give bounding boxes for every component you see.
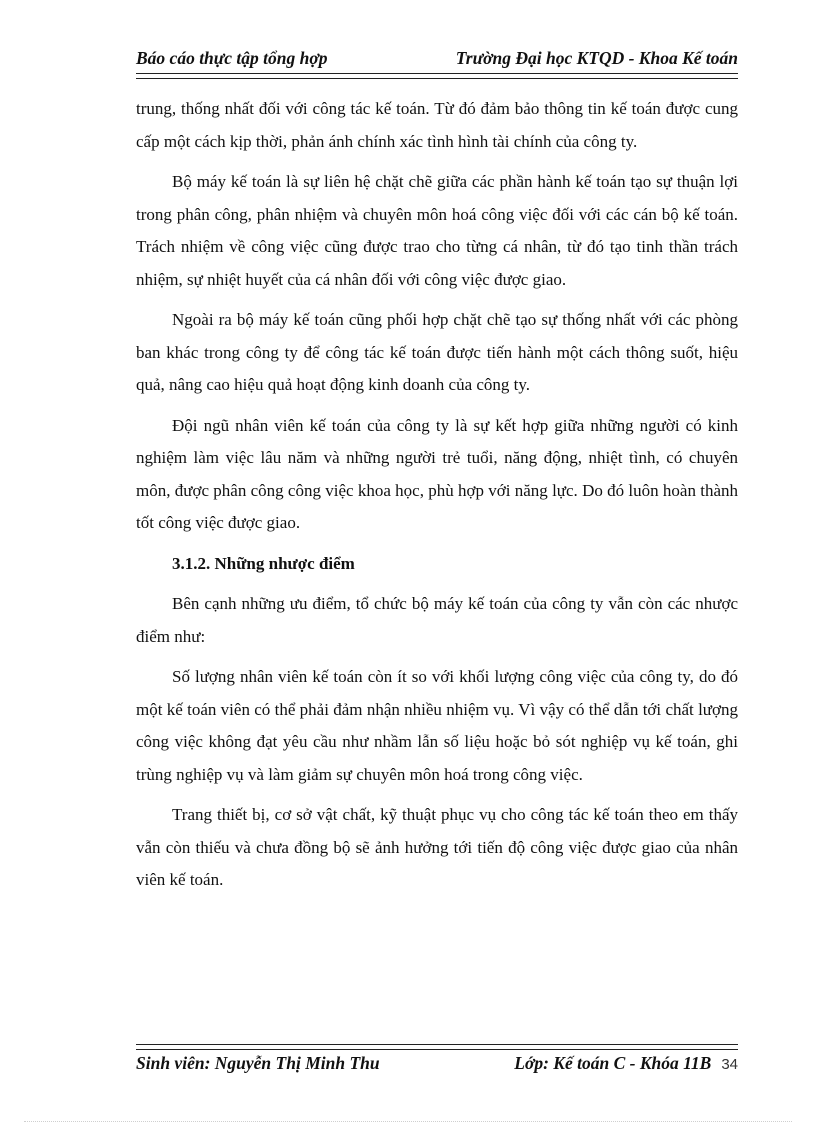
footer-student: Sinh viên: Nguyễn Thị Minh Thu [136, 1053, 380, 1073]
paragraph-staff-shortage: Số lượng nhân viên kế toán còn ít so với khối lượng công việc của công ty, do đó một kế toán viên có thể phải đảm nhận nhiều nhiệm vụ. Vì vậy có thể dẫn tới chất lượng công việc không đạt yêu cầu như nhầm lẫn số liệu hoặc bỏ sót nghiệp vụ kế toán, ghi trùng nghiệp vụ và làm giảm sự chuyên môn hoá trong công việc. [136, 667, 738, 784]
page-bottom-edge [24, 1121, 792, 1122]
paragraph-continuation: trung, thống nhất đối với công tác kế toán. Từ đó đảm bảo thông tin kế toán được cung cấp một cách kịp thời, phản ánh chính xác tình hình tài chính của công ty. [136, 99, 738, 151]
paragraph-coordination: Ngoài ra bộ máy kế toán cũng phối hợp chặt chẽ tạo sự thống nhất với các phòng ban khác trong công ty để công tác kế toán được tiến hành một cách thông suốt, hiệu quả, nâng cao hiệu quả hoạt động kinh doanh của công ty. [136, 310, 738, 394]
page-header [136, 48, 738, 72]
paragraph-staff: Đội ngũ nhân viên kế toán của công ty là sự kết hợp giữa những người có kinh nghiệm làm việc lâu năm và những người trẻ tuổi, năng động, nhiệt tình, có chuyên môn, được phân công công việc khoa học, phù hợp với năng lực. Do đó luôn hoàn thành tốt công việc được giao. [136, 415, 738, 532]
paragraph-weakness-intro: Bên cạnh những ưu điểm, tổ chức bộ máy kế toán của công ty vẫn còn các nhược điểm như: [136, 594, 738, 646]
header-report-title: Báo cáo thực tập tổng hợp [136, 48, 328, 68]
paragraph-equipment: Trang thiết bị, cơ sở vật chất, kỹ thuật phục vụ cho công tác kế toán theo em thấy vẫn còn thiếu và chưa đồng bộ sẽ ảnh hưởng tới tiến độ công việc được giao của nhân viên kế toán. [136, 805, 738, 889]
footer-divider [136, 1044, 738, 1050]
header-divider [136, 73, 738, 79]
section-heading: 3.1.2. Những nhược điểm [172, 553, 355, 573]
header-institution: Trường Đại học KTQD - Khoa Kế toán [455, 48, 738, 68]
paragraph-accounting-structure: Bộ máy kế toán là sự liên hệ chặt chẽ giữa các phần hành kế toán tạo sự thuận lợi trong phân công, phân nhiệm và chuyên môn hoá công việc đối với các cán bộ kế toán. Trách nhiệm về công việc cũng được trao cho từng cá nhân, từ đó tạo tinh thần trách nhiệm, sự nhiệt huyết của cá nhân đối với công việc được giao. [136, 172, 738, 289]
footer-class: Lớp: Kế toán C - Khóa 11B [514, 1053, 712, 1073]
page-footer [136, 1053, 738, 1079]
page-number: 34 [721, 1056, 738, 1073]
document-body [136, 93, 738, 905]
